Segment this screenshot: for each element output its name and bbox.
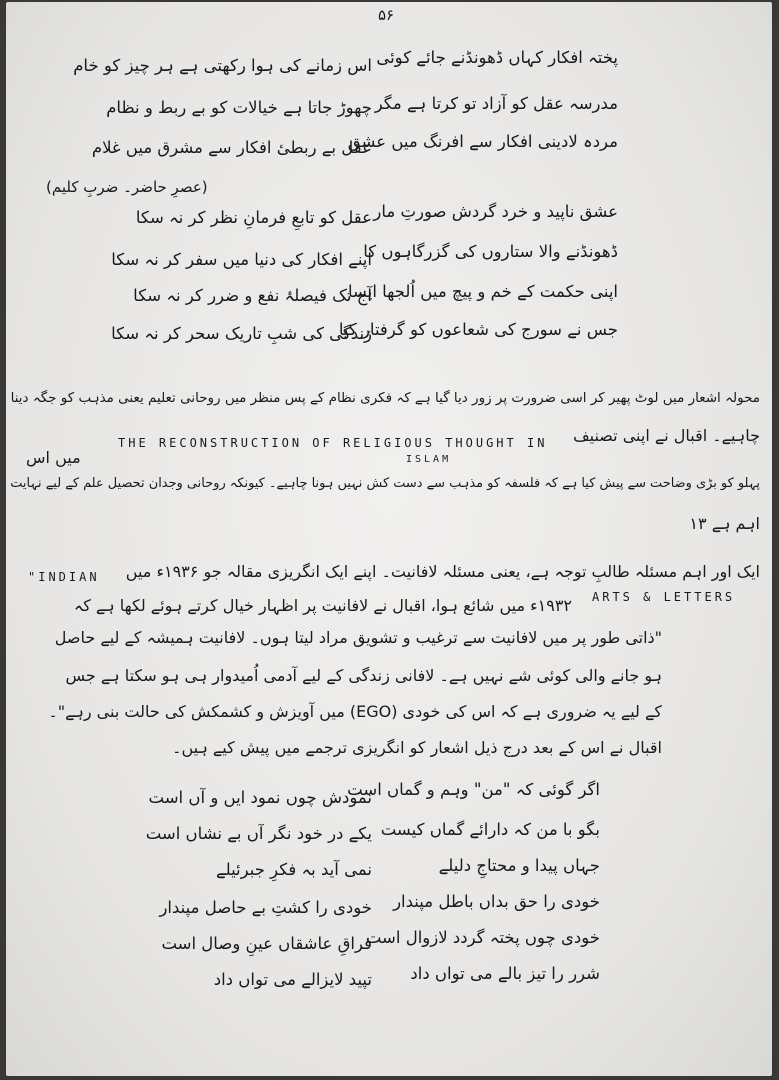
- verse-left: خودی را کشتِ بے حاصل مپندار: [159, 898, 372, 917]
- verse-right: عشق ناپید و خرد گردش صورتِ مار: [373, 202, 618, 221]
- verse-right: جس نے سورج کی شعاعوں کو گرفتار کیا: [338, 320, 618, 339]
- page-number: ۵۶: [377, 6, 395, 24]
- prose-line: چاہیے۔ اقبال نے اپنی تصنیف: [573, 426, 760, 445]
- verse-left: یکے در خود نگر آں بے نشاں است: [145, 824, 372, 843]
- prose-line: محولہ اشعار میں لوٹ پھیر کر اسی ضرورت پر زور دیا گیا ہے کہ فکری نظام کے پس منظر میں روحانی تعلیم یعنی مذہب کو جگہ دینا: [10, 390, 760, 406]
- prose-line: ایک اور اہم مسئلہ طالبِ توجہ ہے، یعنی مسئلہ لافانیت۔ اپنے ایک انگریزی مقالہ جو ۱۹۳۶ء میں: [125, 562, 760, 581]
- verse-left: آج تک فیصلۂ نفع و ضرر کر نہ سکا: [133, 286, 372, 305]
- verse-right: مردہ لادینی افکار سے افرنگ میں عشق: [347, 132, 618, 151]
- verse-right: پختہ افکار کہاں ڈھونڈنے جائے کوئی: [376, 48, 618, 67]
- quote-line: "ذاتی طور پر میں لافانیت سے ترغیب و تشویق مراد لیتا ہوں۔ لافانیت ہمیشہ کے لیے حاصل: [54, 628, 662, 647]
- verse-right: مدرسہ عقل کو آزاد تو کرتا ہے مگر: [374, 94, 618, 113]
- verse-left: نمودش چوں نمود ایں و آں است: [148, 788, 372, 807]
- verse-left: تپید لایزالے می تواں داد: [213, 970, 372, 989]
- journal-name-english: ARTS & LETTERS: [592, 590, 736, 604]
- prose-line: ۱۹۳۲ء میں شائع ہوا، اقبال نے لافانیت پر اظہار خیال کرتے ہوئے لکھا ہے کہ: [73, 596, 572, 615]
- verse-right: خودی چوں پختہ گردد لازوال است: [365, 928, 600, 947]
- verse-right: جہاں پیدا و محتاجِ دلیلے: [438, 856, 600, 875]
- verse-right: بگو با من کہ دارائے گماں کیست: [380, 820, 600, 839]
- verse-left: زندگی کی شبِ تاریک سحر کر نہ سکا: [111, 324, 372, 343]
- prose-line: پہلو کو بڑی وضاحت سے پیش کیا ہے کہ فلسفہ کو مذہب سے دست کش نہیں ہونا چاہیے۔ کیونکہ روحانی وجدان تحصیل علم کے لیے نہایت: [10, 476, 760, 491]
- book-title-english: THE RECONSTRUCTION OF RELIGIOUS THOUGHT IN: [118, 436, 548, 450]
- journal-name-english: "INDIAN: [28, 570, 100, 584]
- verse-right: اگر گوئی کہ "من" وہم و گماں است: [347, 780, 600, 799]
- verse-left: نمی آید بہ فکرِ جبرئیلے: [215, 860, 372, 879]
- citation: (عصرِ حاضر۔ ضربِ کلیم): [46, 178, 208, 196]
- quote-line: ہو جانے والی کوئی شے نہیں ہے۔ لافانی زندگی کے لیے آدمی اُمیدوار ہی ہو سکتا ہے جس: [65, 666, 662, 685]
- prose-line: اہم ہے ۱۳: [689, 514, 760, 533]
- verse-left: چھوڑ جاتا ہے خیالات کو بے ربط و نظام: [106, 98, 372, 117]
- verse-right: ڈھونڈنے والا ستاروں کی گزرگاہوں کا: [363, 242, 618, 261]
- verse-left: اپنے افکار کی دنیا میں سفر کر نہ سکا: [111, 250, 372, 269]
- verse-left: اس زمانے کی ہوا رکھتی ہے ہر چیز کو خام: [73, 56, 372, 75]
- manuscript-page: [6, 2, 772, 1076]
- quote-line: کے لیے یہ ضروری ہے کہ اس کی خودی (EGO) میں آویزش و کشمکش کی حالت بنی رہے"۔: [48, 702, 662, 721]
- verse-right: شرر را تیز بالے می تواں داد: [410, 964, 600, 983]
- verse-right: خودی را حق بداں باطل مپندار: [393, 892, 600, 911]
- verse-right: اپنی حکمت کے خم و پیچ میں اُلجھا ایسا: [347, 282, 618, 301]
- verse-left: عقل کو تابعِ فرمانِ نظر کر نہ سکا: [135, 208, 372, 227]
- prose-line: میں اس: [26, 448, 81, 467]
- verse-left: فراقِ عاشقاں عینِ وصال است: [161, 934, 372, 953]
- verse-left: عقل بے ربطیٔ افکار سے مشرق میں غلام: [91, 138, 372, 157]
- book-title-english-sub: ISLAM: [406, 454, 452, 465]
- intro-line: اقبال نے اس کے بعد درج ذیل اشعار کو انگریزی ترجمے میں پیش کیے ہیں۔: [172, 738, 662, 757]
